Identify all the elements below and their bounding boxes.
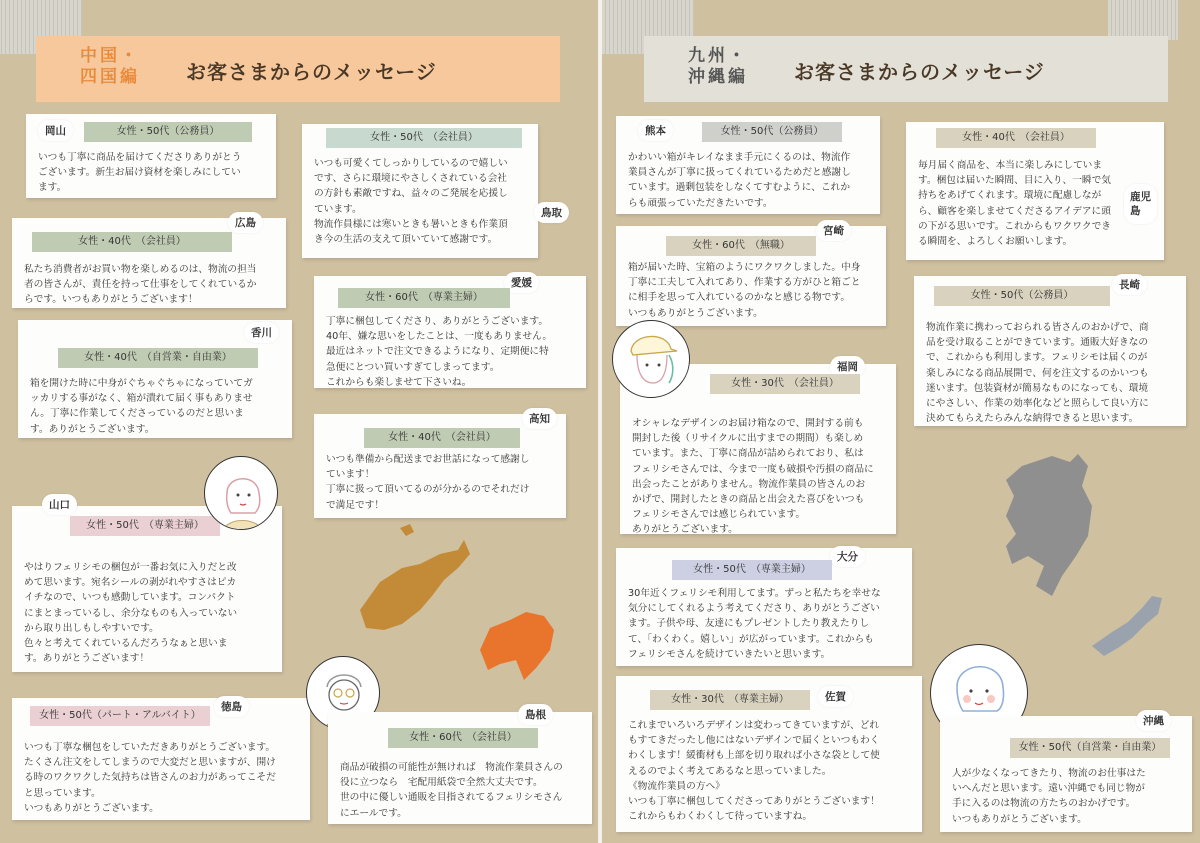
page-header <box>644 36 1168 102</box>
kyushu-okinawa-map <box>992 446 1192 676</box>
respondent-badge: 女性・60代 （無職） <box>666 236 816 256</box>
prefecture-label: 沖縄 <box>1136 710 1171 731</box>
respondent-badge: 女性・60代 （専業主婦） <box>338 288 510 308</box>
message-text: 箱を開けた時に中身がぐちゃぐちゃになっていてガ ッカリする事がなく、箱が潰れて届く事もありませ ん。丁寧に作業してくださっているのだと思いま す。ありがとうございます。 <box>30 378 253 435</box>
respondent-badge: 女性・50代（公務員） <box>84 122 252 142</box>
prefecture-label: 広島 <box>228 212 263 233</box>
message-card-ehime <box>314 276 586 388</box>
prefecture-label: 徳島 <box>214 696 249 717</box>
prefecture-label: 山口 <box>42 494 77 515</box>
message-card-shimane <box>328 709 592 824</box>
respondent-badge: 女性・50代（公務員） <box>702 122 842 142</box>
page-kyushu-okinawa <box>602 0 1200 843</box>
prefecture-label: 佐賀 <box>818 686 853 707</box>
message-text: やはりフェリシモの梱包が一番お気に入りだと改 めて思います。宛名シールの剥がれやすさはピカ イチなので、いつも感動しています。コンパクト にまとまっているし、余分なものも入っていない から取り出しもしやすいです。 色々と考えてくれているんだろうなぁと思いま す。ありがとうございます！ <box>24 562 238 665</box>
prefecture-label: 長崎 <box>1112 274 1147 295</box>
message-text: これまでいろいろデザインは変わってきていますが、どれ もすてきだったし他にはないデザインで届くといつもわく わくします！緩衝材も上部を切り取れば小さな袋として使 えるのでよく考えてあるなと思っていました。 《物流作業員の方へ》 いつも丁寧に梱包してくださってありがとうございます！ これからもわくわくして待っていますね。 <box>628 720 880 823</box>
prefecture-label: 島根 <box>518 704 553 725</box>
message-card-tokushima <box>12 698 310 820</box>
message-text: いつも準備から配送までお世話になって感謝し ています！ 丁寧に扱って頂いてるのが分かるのでそれだけ で満足です！ <box>326 454 530 511</box>
respondent-badge: 女性・50代（公務員） <box>934 286 1110 306</box>
message-card-kochi <box>314 414 566 518</box>
region-title: 中国・ 四国編 <box>80 46 140 87</box>
respondent-badge: 女性・50代（自営業・自由業） <box>1010 738 1170 758</box>
page-chugoku-shikoku <box>0 0 598 843</box>
shikoku-map-shape <box>480 612 554 680</box>
prefecture-label: 愛媛 <box>504 272 539 293</box>
message-text: 私たち消費者がお買い物を楽しめるのは、物流の担当 者の皆さんが、責任を持って仕事をしてくれているか らです。いつもありがとうございます！ <box>24 264 257 306</box>
message-card-okinawa <box>940 716 1192 832</box>
message-text: 丁寧に梱包してくださり、ありがとうございます。 40年、嫌な思いをしたことは、一度もありません。 最近はネットで注文できるようになり、定期便に特 急便にとつい買いすぎてしまってます。 これからも楽しませて下さいね。 <box>326 316 553 388</box>
message-card-okayama <box>26 114 276 198</box>
prefecture-label: 鹿児 島 <box>1124 184 1157 224</box>
message-text: 商品が破損の可能性が無ければ 物流作業員さんの 役に立つなら 宅配用紙袋で全然大丈夫です。 世の中に優しい通販を目指されてるフェリシモさん にエールです。 <box>340 762 563 819</box>
message-card-kagoshima <box>906 122 1164 260</box>
message-text: かわいい箱がキレイなまま手元にくるのは、物流作 業員さんが丁寧に扱ってくれているためだと感謝し ています。過剰包装をしなくてすむように、これか らも頑張っていただきたいです。 <box>628 152 851 209</box>
woman-with-cap-icon <box>613 321 690 398</box>
message-card-miyazaki <box>616 226 886 326</box>
prefecture-label: 岡山 <box>38 120 73 141</box>
page-header <box>36 36 560 102</box>
respondent-badge: 女性・40代 （自営業・自由業） <box>58 348 258 368</box>
chugoku-map-shape <box>360 540 470 630</box>
respondent-badge: 女性・40代 （会社員） <box>936 128 1096 148</box>
prefecture-label: 高知 <box>522 408 557 429</box>
message-card-kumamoto <box>616 116 880 214</box>
message-text: いつも可愛くてしっかりしているので嬉しい です、さらに環境にやさしくされている会社 の方針も素敵ですね、益々のご発展を応援し ています。 物流作員様には寒いときも暑いときも作業頂 き今の生活の支えて頂いていて感謝です。 <box>314 158 508 246</box>
respondent-badge: 女性・30代 （専業主婦） <box>650 690 810 710</box>
respondent-badge: 女性・40代 （会社員） <box>364 428 520 448</box>
message-text: 箱が届いた時、宝箱のようにワクワクしました。中身 丁寧に工夫して入れてあり、作業する方がひと箱ごと に相手を思って入れているのかなと感じる物です。 いつもありがとうございます。 <box>628 262 861 319</box>
respondent-badge: 女性・50代 （専業主婦） <box>672 560 832 580</box>
okinawa-map-shape <box>1092 596 1162 656</box>
prefecture-label: 大分 <box>830 546 865 567</box>
respondent-badge: 女性・60代 （会社員） <box>388 728 538 748</box>
message-text: 物流作業に携わっておられる皆さんのおかげで、商 品を受け取ることができています。通販大好きなの で、これからも利用します。フェリシモは届くのが 楽しみになる商品展開で、何を注文するのかいつも 迷います。包装資材が簡易なものになっても、環境 にやさしい、作業の効率化などと照らして良い方に 決めてもらえたらみんな納得できると思います。 <box>926 322 1149 425</box>
woman-face-icon <box>205 457 278 530</box>
kyushu-map-shape <box>1006 454 1092 596</box>
message-card-nagasaki <box>914 276 1186 426</box>
respondent-badge: 女性・50代 （専業主婦） <box>70 516 220 536</box>
message-card-oita <box>616 548 912 666</box>
page-title: お客さまからのメッセージ <box>794 60 1045 84</box>
respondent-badge: 女性・50代 （会社員） <box>326 128 522 148</box>
message-text: 毎月届く商品を、本当に楽しみにしていま す。梱包は届いた瞬間、目に入り、一瞬で気 持ちをあげてくれます。環境に配慮しなが ら、顧客を楽しませてくださるアイデアに頭 の下がる思いです。これからもワクワクでき る瞬間を、よろしくお願いします。 <box>918 160 1111 248</box>
respondent-badge: 女性・30代 （会社員） <box>710 374 860 394</box>
message-card-yamaguchi <box>12 499 282 672</box>
prefecture-label: 香川 <box>244 322 279 343</box>
washi-tape-decoration <box>1108 0 1178 40</box>
page-title: お客さまからのメッセージ <box>186 60 437 84</box>
message-text: いつも丁寧に商品を届けてくださりありがとう ございます。新生お届け資材を楽しみにしてい ます。 <box>38 152 242 194</box>
respondent-badge: 女性・50代（パート・アルバイト） <box>30 706 210 726</box>
prefecture-label: 熊本 <box>638 120 673 141</box>
oki-islands-map-shape <box>400 524 414 536</box>
chugoku-shikoku-map <box>340 520 580 690</box>
prefecture-label: 福岡 <box>830 356 865 377</box>
message-card-saga <box>616 676 922 832</box>
message-text: 人が少なくなってきたり、物流のお仕事はた いへんだと思います。遠い沖縄でも同じ物が 手に入るのは物流の方たちのおかげです。 いつもありがとうございます。 <box>952 768 1146 825</box>
message-text: 30年近くフェリシモ利用してます。ずっと私たちを幸せな 気分にしてくれるよう考えてくださり、ありがとうござい ます。子供や母、友達にもプレゼントしたり教えたりし て、「わくわく。嬉しい」が広がっています。これからも フェリシモさんを続けていきたいと思います。 <box>628 588 881 660</box>
customer-illustration-avatar <box>204 456 278 530</box>
message-text: いつも丁寧な梱包をしていただきありがとうございます。 たくさん注文をしてしまうので大変だと思いますが、開け る時のワクワクした気持ちは皆さんのお力があってこそだ と思っています。 いつもありがとうございます。 <box>24 742 276 814</box>
prefecture-label: 宮崎 <box>816 220 851 241</box>
customer-illustration-avatar <box>612 320 690 398</box>
region-title: 九州・ 沖縄編 <box>688 46 748 87</box>
message-card-hiroshima <box>12 218 286 308</box>
prefecture-label: 鳥取 <box>534 202 569 223</box>
message-card-kagawa <box>18 320 292 438</box>
message-card-tottori <box>302 124 562 258</box>
respondent-badge: 女性・40代 （会社員） <box>32 232 232 252</box>
message-text: オシャレなデザインのお届け箱なので、開封する前も 開封した後（リサイクルに出すまでの期間）も楽しめ ています。また、丁寧に商品が詰められており、私は フェリシモさんでは、今まで一度も破損や汚損の商品に 出会ったことがありません。物流作業員の皆さんのお かげで、開封したときの商品と出会えた喜びをいつも フェリシモさんでは感じられています。 ありがとうございます。 <box>632 418 874 536</box>
